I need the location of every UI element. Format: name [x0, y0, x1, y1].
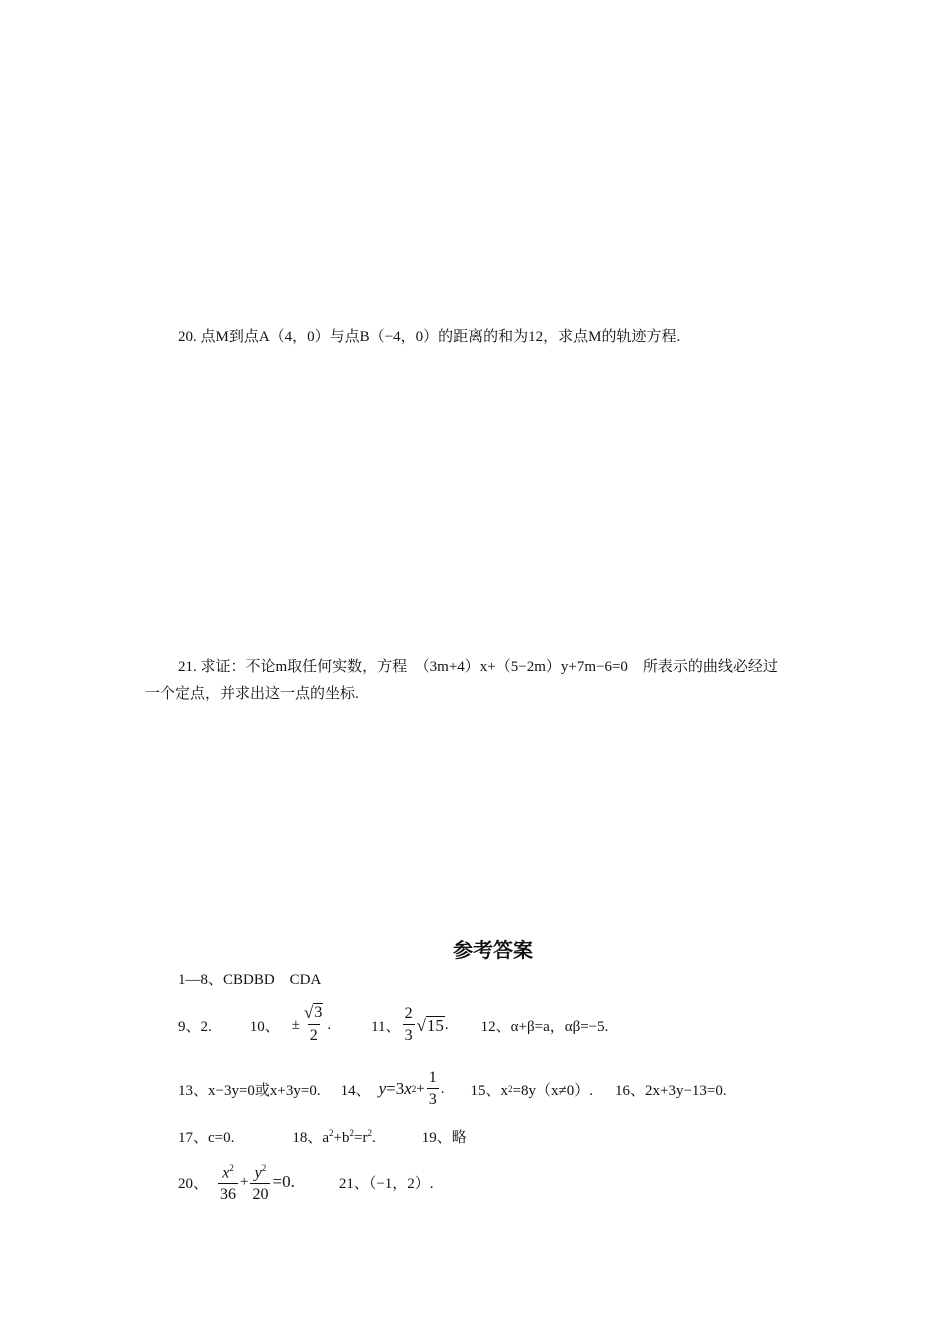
answer-19: 19、略 [421, 1129, 467, 1146]
answer-20-fraction-y: $\frac{y^2}{20}$ [250, 1158, 270, 1206]
answer-10-radicand: 3 [314, 1004, 323, 1021]
answer-10-end: . [327, 1016, 332, 1033]
answer-11-end: . [444, 1016, 449, 1033]
answer-21: 21、（−1，2）. [338, 1175, 434, 1192]
answer-11-fraction: $\frac{2}{3}$ [403, 1004, 415, 1047]
question-21-line2: 一个定点，并求出这一点的坐标. [145, 686, 359, 702]
answer-10-den: 2 [308, 1024, 320, 1047]
answer-1-8: 1—8、CBDBD CDA [178, 971, 322, 988]
answer-12: 12、α+β=a，αβ=−5. [480, 1018, 609, 1035]
answer-14-prefix: 14、 [340, 1082, 371, 1099]
answer-20-fraction-x: $\frac{x^2}{36}$ [218, 1158, 238, 1206]
answer-row-3: 13、x−3y=0或x+3y=0. 14、 y =3 x 2 + $\frac{1}{3}$ . 15、x 2 =8y（x≠0）. 16、2x+3y−13=0. [178, 1066, 727, 1112]
answer-10-fraction: √ 3 2 [302, 1003, 325, 1047]
answer-14-fraction: $\frac{1}{3}$ [427, 1068, 439, 1111]
answer-10-prefix: 10、 [249, 1018, 280, 1035]
answer-18: 18、$a^2+b^2=r^2$. [292, 1127, 376, 1146]
question-20: 20. 点M到点A（4，0）与点B（−4，0）的距离的和为12，求点M的轨迹方程. [178, 329, 681, 345]
answers-title: 参考答案 [453, 938, 533, 962]
answer-17: 17、c=0. [178, 1129, 235, 1146]
answer-20-prefix: 20、 [178, 1175, 209, 1192]
answer-11-prefix: 11、 [371, 1018, 401, 1035]
answer-row-2: 9、2. 10、 ± √ 3 2 . 11、 $\frac{2}{3}$ √ 15 . 12、α+β=a，αβ=−5. [178, 1000, 608, 1050]
answer-10-pm: ± [291, 1016, 301, 1033]
answer-16: 16、2x+3y−13=0. [614, 1082, 727, 1099]
answer-row-4 [178, 1124, 467, 1148]
answer-13: 13、x−3y=0或x+3y=0. [178, 1082, 321, 1099]
answer-9: 9、2. [178, 1018, 212, 1035]
answer-row-5: 20、 $\frac{x^2}{36}$ + $\frac{y^2}{20}$ =0. 21、（−1，2）. [178, 1157, 434, 1207]
question-21-line1: 21. 求证：不论m取任何实数，方程 （3m+4）x+（5−2m）y+7m−6=0 所表示的曲线必经过 [178, 659, 778, 675]
answer-11-radicand: 15 [426, 1015, 444, 1035]
answer-row-1 [178, 966, 321, 990]
